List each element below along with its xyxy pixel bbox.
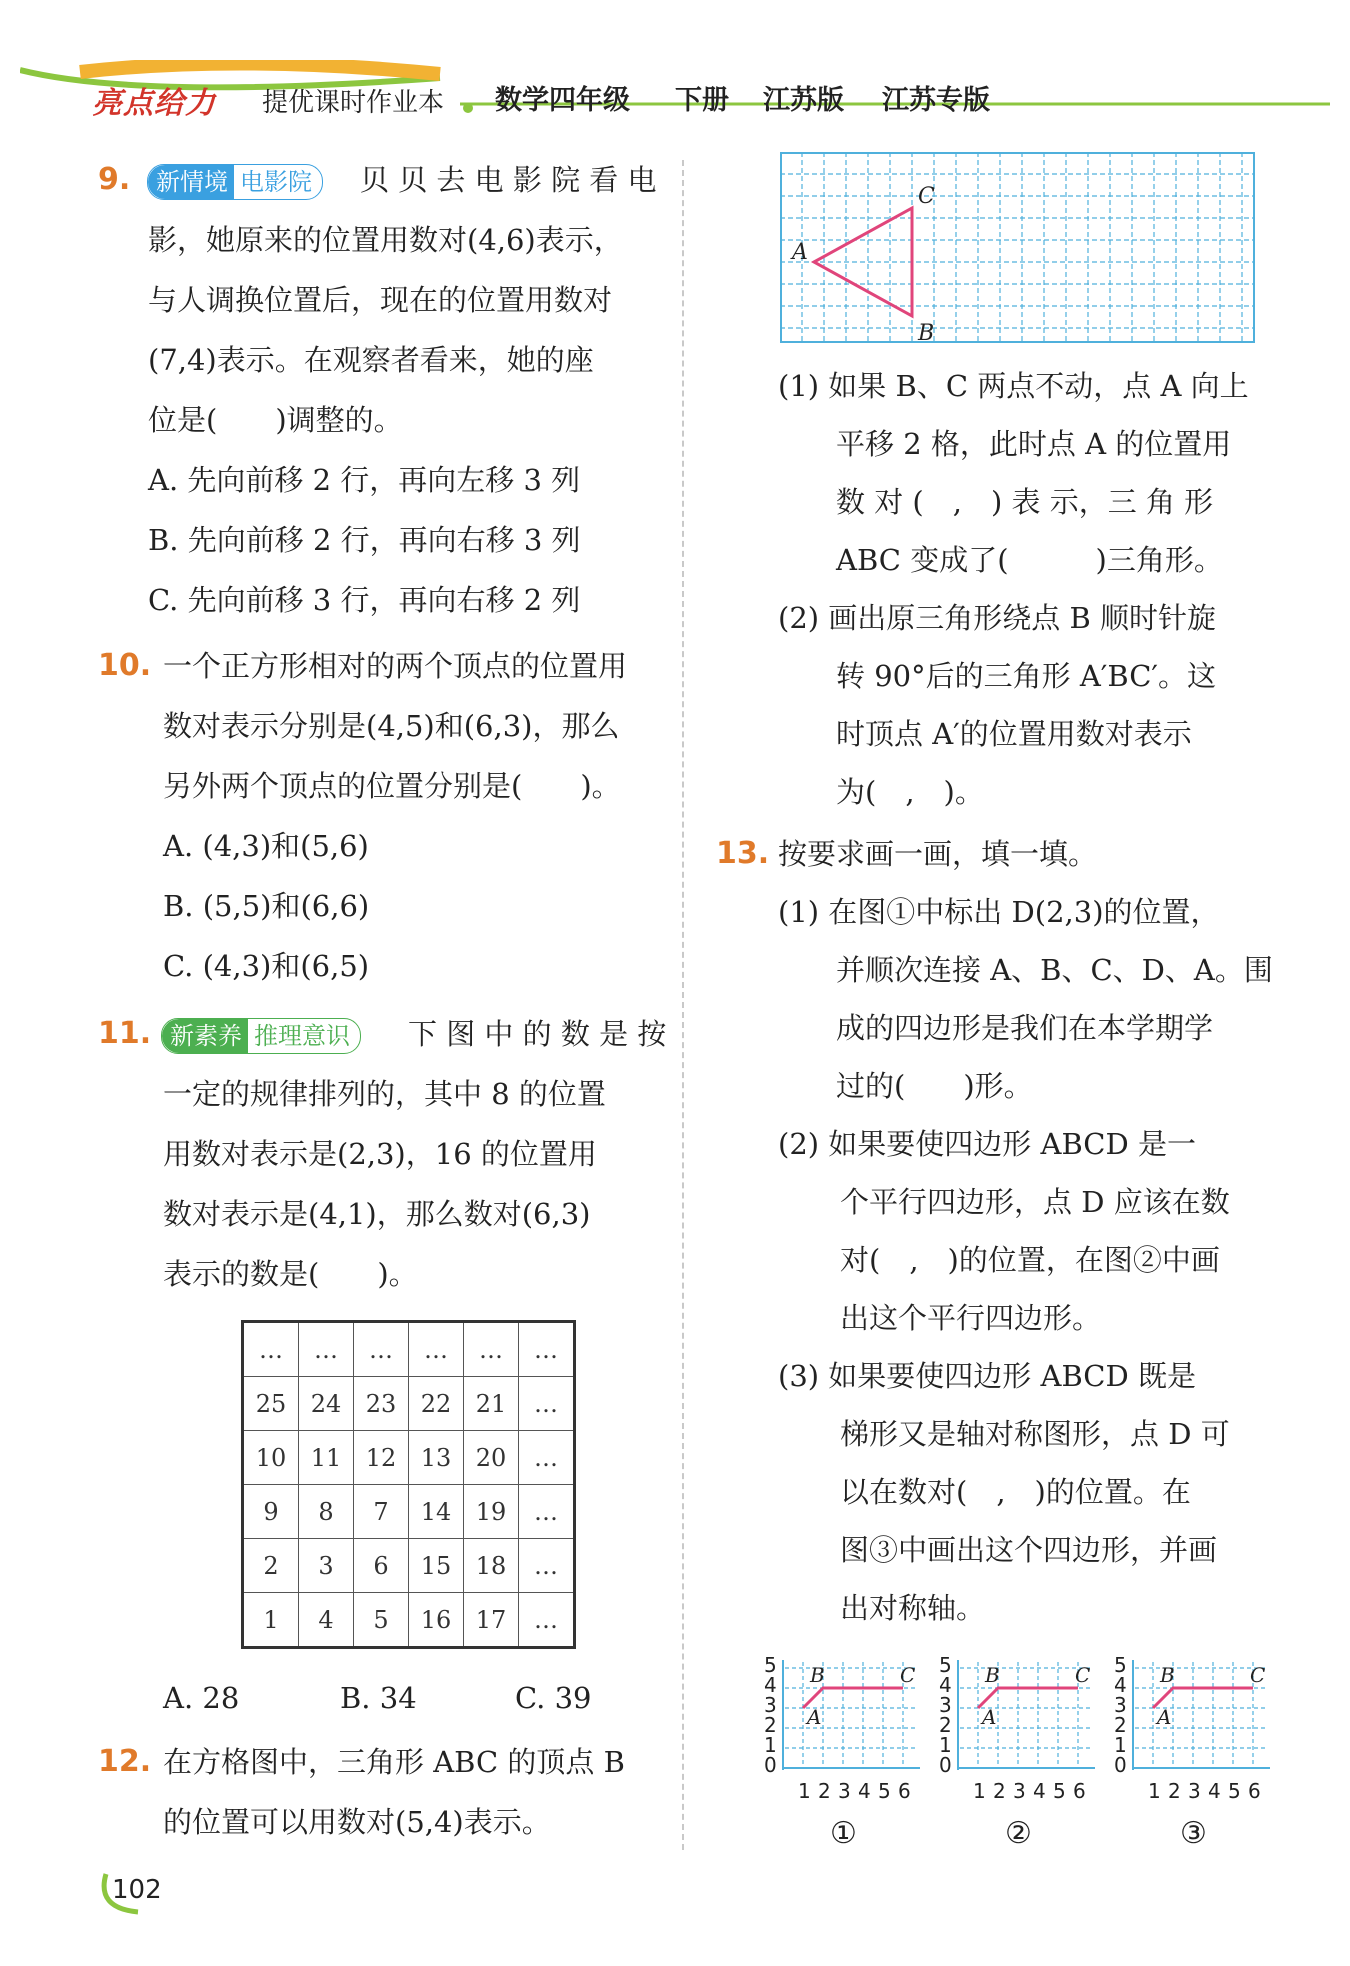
q10-number: 10. bbox=[98, 648, 152, 683]
q13-part: 出对称轴。 bbox=[840, 1591, 986, 1625]
q12-part: ABC 变成了( )三角形。 bbox=[836, 543, 1223, 577]
grid-cell: 4 bbox=[299, 1593, 354, 1648]
grid-cell: 21 bbox=[464, 1377, 519, 1431]
grid-cell: 6 bbox=[354, 1539, 409, 1593]
svg-text:A: A bbox=[807, 1705, 822, 1729]
q13-part: (1) 在图①中标出 D(2,3)的位置， bbox=[778, 895, 1220, 929]
figure-mark-2: ② bbox=[1005, 1816, 1032, 1851]
q9-line: (7,4)表示。在观察者看来，她的座 bbox=[148, 343, 594, 377]
q13-part: 对( , )的位置，在图②中画 bbox=[840, 1243, 1220, 1277]
brand-logo: 亮点给力 bbox=[92, 86, 216, 121]
svg-text:4: 4 bbox=[764, 1673, 777, 1697]
svg-text:3: 3 bbox=[939, 1693, 952, 1717]
q13-part: 成的四边形是我们在本学期学 bbox=[836, 1011, 1214, 1045]
svg-text:2: 2 bbox=[818, 1779, 831, 1803]
q13-part: (3) 如果要使四边形 ABCD 既是 bbox=[778, 1359, 1196, 1393]
svg-text:4: 4 bbox=[1208, 1779, 1221, 1803]
grid-cell: 14 bbox=[409, 1485, 464, 1539]
grid-cell: 9 bbox=[243, 1485, 299, 1539]
small-grid-1 bbox=[760, 1650, 930, 1810]
q9-line: 影，她原来的位置用数对(4,6)表示， bbox=[148, 223, 623, 257]
grid-cell: … bbox=[354, 1322, 409, 1377]
grid-cell: 10 bbox=[243, 1431, 299, 1485]
grid-cell: 11 bbox=[299, 1431, 354, 1485]
q12-part: 时顶点 A′的位置用数对表示 bbox=[836, 717, 1192, 751]
header-special: 江苏专版 bbox=[882, 85, 990, 116]
grid-cell: 13 bbox=[409, 1431, 464, 1485]
q11-tag-main: 新素养 bbox=[162, 1019, 248, 1053]
grid-cell: 18 bbox=[464, 1539, 519, 1593]
svg-text:4: 4 bbox=[1114, 1673, 1127, 1697]
grid-cell: 8 bbox=[299, 1485, 354, 1539]
svg-text:1: 1 bbox=[1148, 1779, 1161, 1803]
svg-text:2: 2 bbox=[1114, 1713, 1127, 1737]
q9-line: 与人调换位置后，现在的位置用数对 bbox=[148, 283, 613, 317]
grid-cell: 25 bbox=[243, 1377, 299, 1431]
svg-text:B: B bbox=[810, 1663, 825, 1687]
grid-cell: 23 bbox=[354, 1377, 409, 1431]
q10-line: 一个正方形相对的两个顶点的位置用 bbox=[163, 649, 628, 683]
svg-text:2: 2 bbox=[1168, 1779, 1181, 1803]
q13-part: 梯形又是轴对称图形，点 D 可 bbox=[840, 1417, 1230, 1451]
q10-option-a[interactable]: A. (4,3)和(5,6) bbox=[163, 829, 369, 863]
q11-option-b[interactable]: B. 34 bbox=[340, 1681, 417, 1715]
q9-option-b[interactable]: B. 先向前移 2 行，再向右移 3 列 bbox=[148, 523, 581, 557]
svg-text:B: B bbox=[1160, 1663, 1175, 1687]
q12-line: 的位置可以用数对(5,4)表示。 bbox=[163, 1805, 551, 1839]
grid-cell: … bbox=[464, 1322, 519, 1377]
q10-option-c[interactable]: C. (4,3)和(6,5) bbox=[163, 949, 370, 983]
figure-mark-3: ③ bbox=[1180, 1816, 1207, 1851]
q11-line: 数对表示是(4,1)，那么数对(6,3) bbox=[163, 1197, 591, 1231]
q9-tag-sub: 电影院 bbox=[240, 168, 312, 196]
grid-cell: … bbox=[409, 1322, 464, 1377]
grid-cell: 20 bbox=[464, 1431, 519, 1485]
svg-text:1: 1 bbox=[798, 1779, 811, 1803]
svg-text:6: 6 bbox=[898, 1779, 911, 1803]
svg-text:1: 1 bbox=[939, 1733, 952, 1757]
q11-line: 表示的数是( )。 bbox=[163, 1257, 418, 1291]
svg-text:0: 0 bbox=[939, 1753, 952, 1777]
small-grid-2 bbox=[935, 1650, 1105, 1810]
q11-tag-sub: 推理意识 bbox=[254, 1022, 350, 1050]
label-b: B bbox=[918, 321, 935, 346]
q11-line: 用数对表示是(2,3)，16 的位置用 bbox=[163, 1137, 597, 1171]
q11-option-a[interactable]: A. 28 bbox=[163, 1681, 240, 1715]
q10-option-b[interactable]: B. (5,5)和(6,6) bbox=[163, 889, 370, 923]
grid-cell: 17 bbox=[464, 1593, 519, 1648]
grid-cell: 7 bbox=[354, 1485, 409, 1539]
grid-cell: 15 bbox=[409, 1539, 464, 1593]
q9-option-c[interactable]: C. 先向前移 3 行，再向右移 2 列 bbox=[148, 583, 581, 617]
grid-cell: … bbox=[519, 1322, 575, 1377]
q11-number: 11. bbox=[98, 1016, 152, 1051]
grid-cell: … bbox=[519, 1593, 575, 1648]
figure-mark-1: ① bbox=[830, 1816, 857, 1851]
number-grid bbox=[241, 1320, 576, 1649]
q13-part: 并顺次连接 A、B、C、D、A。围 bbox=[836, 953, 1273, 987]
q11-line: 下 图 中 的 数 是 按 bbox=[408, 1017, 667, 1051]
svg-text:6: 6 bbox=[1248, 1779, 1261, 1803]
q13-part: 图③中画出这个四边形，并画 bbox=[840, 1533, 1218, 1567]
q12-part: 平移 2 格，此时点 A 的位置用 bbox=[836, 427, 1232, 461]
q12-part: (1) 如果 B、C 两点不动，点 A 向上 bbox=[778, 369, 1249, 403]
svg-text:0: 0 bbox=[764, 1753, 777, 1777]
q9-number: 9. bbox=[98, 162, 131, 197]
q10-line: 另外两个顶点的位置分别是( )。 bbox=[163, 769, 621, 803]
label-a: A bbox=[792, 240, 808, 265]
grid-cell: … bbox=[519, 1377, 575, 1431]
header-edition: 江苏版 bbox=[763, 85, 844, 116]
grid-cell: 12 bbox=[354, 1431, 409, 1485]
q10-line: 数对表示分别是(4,5)和(6,3)，那么 bbox=[163, 709, 620, 743]
svg-text:5: 5 bbox=[1053, 1779, 1066, 1803]
q9-line: 位是( )调整的。 bbox=[148, 403, 403, 437]
q12-part: 为( , )。 bbox=[836, 775, 984, 809]
grid-cell: 22 bbox=[409, 1377, 464, 1431]
q12-number: 12. bbox=[98, 1744, 152, 1779]
svg-text:5: 5 bbox=[764, 1653, 777, 1677]
svg-text:C: C bbox=[900, 1663, 916, 1687]
q11-option-c[interactable]: C. 39 bbox=[515, 1681, 592, 1715]
q12-triangle-grid bbox=[780, 152, 1260, 348]
svg-text:4: 4 bbox=[858, 1779, 871, 1803]
label-c: C bbox=[918, 184, 935, 209]
grid-cell: 2 bbox=[243, 1539, 299, 1593]
small-grid-3 bbox=[1110, 1650, 1280, 1810]
q13-title: 按要求画一画，填一填。 bbox=[778, 837, 1098, 871]
svg-text:1: 1 bbox=[764, 1733, 777, 1757]
page-number: 102 bbox=[112, 1875, 162, 1905]
header-subject: 数学四年级 bbox=[495, 85, 630, 116]
svg-text:3: 3 bbox=[1013, 1779, 1026, 1803]
svg-text:5: 5 bbox=[1228, 1779, 1241, 1803]
svg-text:6: 6 bbox=[1073, 1779, 1086, 1803]
grid-cell: … bbox=[299, 1322, 354, 1377]
svg-text:A: A bbox=[1157, 1705, 1172, 1729]
brand-subtitle: 提优课时作业本 bbox=[262, 88, 445, 118]
svg-text:1: 1 bbox=[973, 1779, 986, 1803]
grid-cell: 1 bbox=[243, 1593, 299, 1648]
q13-part: 以在数对( , )的位置。在 bbox=[840, 1475, 1191, 1509]
svg-text:2: 2 bbox=[993, 1779, 1006, 1803]
svg-text:B: B bbox=[985, 1663, 1000, 1687]
svg-text:0: 0 bbox=[1114, 1753, 1127, 1777]
grid-cell: … bbox=[519, 1431, 575, 1485]
q9-tag-main: 新情境 bbox=[148, 165, 234, 199]
q9-tag bbox=[147, 164, 323, 200]
svg-text:3: 3 bbox=[1114, 1693, 1127, 1717]
q11-line: 一定的规律排列的，其中 8 的位置 bbox=[163, 1077, 606, 1111]
svg-text:C: C bbox=[1075, 1663, 1091, 1687]
q12-part: 转 90°后的三角形 A′BC′。这 bbox=[836, 659, 1216, 693]
q12-line: 在方格图中，三角形 ABC 的顶点 B bbox=[163, 1745, 625, 1779]
svg-text:4: 4 bbox=[939, 1673, 952, 1697]
grid-cell: 19 bbox=[464, 1485, 519, 1539]
grid-cell: 24 bbox=[299, 1377, 354, 1431]
q13-part: 出这个平行四边形。 bbox=[840, 1301, 1102, 1335]
q9-option-a[interactable]: A. 先向前移 2 行，再向左移 3 列 bbox=[148, 463, 581, 497]
header-volume: 下册 bbox=[675, 85, 729, 116]
svg-text:3: 3 bbox=[764, 1693, 777, 1717]
svg-text:2: 2 bbox=[939, 1713, 952, 1737]
grid-cell: … bbox=[519, 1539, 575, 1593]
svg-text:4: 4 bbox=[1033, 1779, 1046, 1803]
column-divider bbox=[682, 160, 684, 1850]
svg-text:A: A bbox=[982, 1705, 997, 1729]
grid-cell: 3 bbox=[299, 1539, 354, 1593]
q12-part: 数 对 ( , ) 表 示，三 角 形 bbox=[836, 485, 1214, 519]
q11-tag bbox=[161, 1018, 361, 1054]
q13-part: 个平行四边形，点 D 应该在数 bbox=[840, 1185, 1230, 1219]
q12-part: (2) 画出原三角形绕点 B 顺时针旋 bbox=[778, 601, 1217, 635]
svg-text:5: 5 bbox=[878, 1779, 891, 1803]
q9-line: 贝 贝 去 电 影 院 看 电 bbox=[360, 163, 657, 197]
grid-cell: 5 bbox=[354, 1593, 409, 1648]
q13-part: 过的( )形。 bbox=[836, 1069, 1033, 1103]
grid-cell: 16 bbox=[409, 1593, 464, 1648]
svg-text:5: 5 bbox=[1114, 1653, 1127, 1677]
grid-cell: … bbox=[243, 1322, 299, 1377]
grid-cell: … bbox=[519, 1485, 575, 1539]
q13-part: (2) 如果要使四边形 ABCD 是一 bbox=[778, 1127, 1196, 1161]
svg-text:5: 5 bbox=[939, 1653, 952, 1677]
svg-text:3: 3 bbox=[838, 1779, 851, 1803]
q13-number: 13. bbox=[716, 836, 770, 871]
svg-text:2: 2 bbox=[764, 1713, 777, 1737]
svg-text:1: 1 bbox=[1114, 1733, 1127, 1757]
svg-text:3: 3 bbox=[1188, 1779, 1201, 1803]
svg-text:C: C bbox=[1250, 1663, 1266, 1687]
